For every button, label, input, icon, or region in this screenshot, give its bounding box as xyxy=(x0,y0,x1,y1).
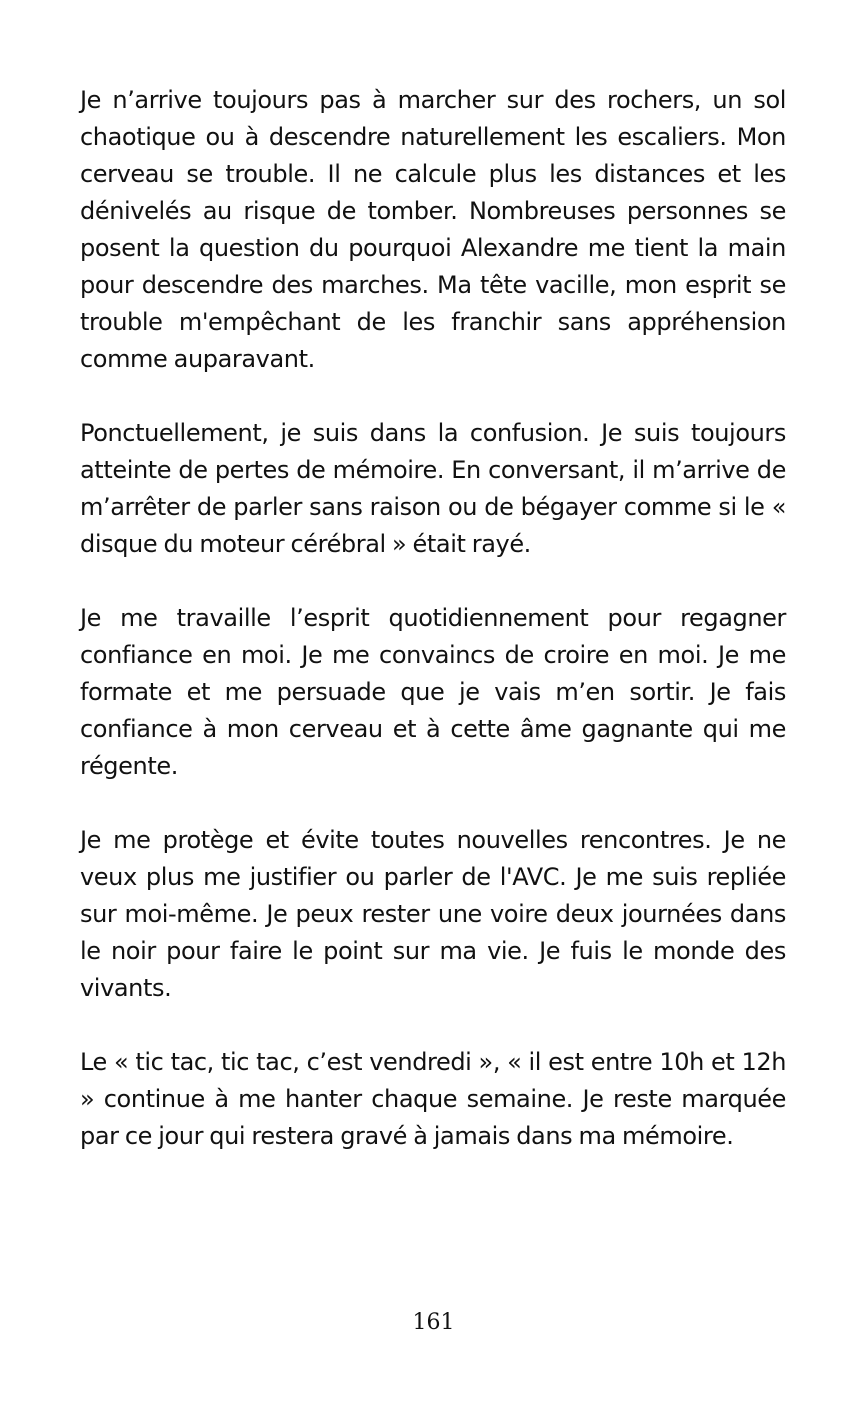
page-number: 161 xyxy=(412,1310,455,1335)
paragraph-1: Je n’arrive toujours pas à marcher sur des rochers, un sol chaotique ou à descendre naturellement les escaliers. Mon cerveau se trouble. Il ne calcule plus les distances et les dénivelés au risque de tomber. Nombreuses personnes se posent la question du pourquoi Alexandre me tient la main pour descendre des marches. Ma tête vacille, mon esprit se trouble m'empêchant de les franchir sans appréhension comme auparavant. xyxy=(80,86,786,373)
paragraph-4: Je me protège et évite toutes nouvelles rencontres. Je ne veux plus me justifier ou parler de l'AVC. Je me suis repliée sur moi-même. Je peux rester une voire deux journées dans le noir pour faire le point sur ma vie. Je fuis le monde des vivants. xyxy=(80,826,786,1002)
paragraph-5: Le « tic tac, tic tac, c’est vendredi », « il est entre 10h et 12h » continue à me hanter chaque semaine. Je reste marquée par ce jour qui restera gravé à jamais dans ma mémoire. xyxy=(80,1048,786,1150)
page-body xyxy=(80,82,786,1192)
paragraph-2: Ponctuellement, je suis dans la confusion. Je suis toujours atteinte de pertes de mémoire. En conversant, il m’arrive de m’arrêter de parler sans raison ou de bégayer comme si le « disque du moteur cérébral » était rayé. xyxy=(80,419,786,558)
paragraph-3: Je me travaille l’esprit quotidiennement pour regagner confiance en moi. Je me convaincs de croire en moi. Je me formate et me persuade que je vais m’en sortir. Je fais confiance à mon cerveau et à cette âme gagnante qui me régente. xyxy=(80,604,786,780)
